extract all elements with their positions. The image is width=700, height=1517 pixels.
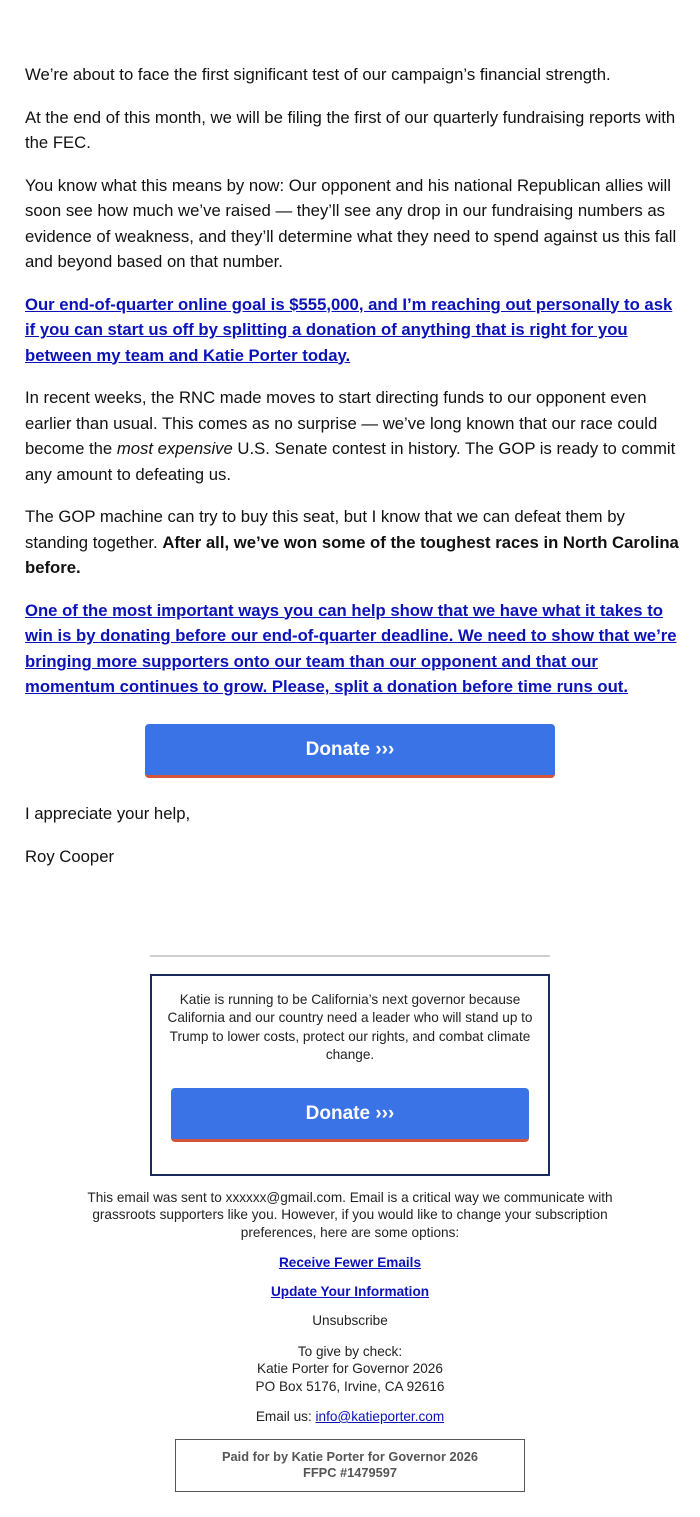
- goal-donation-link[interactable]: Our end-of-quarter online goal is $555,000, and I’m reaching out personally to ask if you can start us off by splitting a donation of anything that is right for you between my team and Katie Porter today.: [25, 294, 673, 365]
- campaign-info-text: Katie is running to be California’s next governor because California and our country need a leader who will stand up to Trump to lower costs, protect our rights, and combat climate change.: [167, 992, 533, 1063]
- receive-fewer-emails-link[interactable]: Receive Fewer Emails: [278, 1255, 422, 1270]
- paid-for-disclaimer: [175, 1439, 525, 1492]
- paragraph-gop: [25, 504, 680, 581]
- deadline-donation-link[interactable]: One of the most important ways you can help show that we have what it takes to win is by donating before our end-of-quarter deadline. We need to show that we’re bringing more supporters onto our team than our opponent and that our momentum continues to grow. Please, split a donation before time runs out.: [25, 600, 677, 696]
- message-body: [25, 62, 680, 717]
- check-payee: Katie Porter for Governor 2026: [257, 1361, 443, 1377]
- gop-text: The GOP machine can try to buy this seat, but I know that we can defeat them by standing together.: [25, 507, 625, 552]
- paragraph-rnc: [25, 385, 680, 487]
- fewer-emails-row: [70, 1254, 630, 1271]
- update-information-link[interactable]: Update Your Information: [270, 1284, 430, 1299]
- paragraph-fec: At the end of this month, we will be filing the first of our quarterly fundraising reports with the FEC.: [25, 107, 676, 152]
- email-us-row: [70, 1408, 630, 1425]
- contact-email-link[interactable]: info@katieporter.com: [315, 1409, 445, 1424]
- gop-bold-text: After all, we’ve won some of the toughest races in North Carolina before.: [25, 532, 679, 577]
- paid-for-line: Paid for by Katie Porter for Governor 2026: [221, 1449, 478, 1464]
- subscription-notice: This email was sent to xxxxxx@gmail.com. Email is a critical way we communicate with grassroots supporters like you. However, if you would like to change your subscription preferences, here are some options:: [87, 1190, 613, 1240]
- rnc-emphasis: most expensive: [116, 439, 233, 458]
- paragraph-opponent: You know what this means by now: Our opponent and his national Republican allies will soon see how much we’ve raised — they’ll see any drop in our fundraising numbers as evidence of weakness, and they’ll determine what they need to spend against us this fall and beyond based on that number.: [25, 175, 677, 271]
- update-info-row: [70, 1283, 630, 1300]
- ffpc-number: FFPC #1479597: [303, 1465, 397, 1480]
- rnc-text-2: U.S. Senate contest in history. The GOP is ready to commit any amount to defeating us.: [25, 439, 676, 484]
- donate-button-box[interactable]: Donate ›››: [171, 1088, 529, 1142]
- donate-button-main[interactable]: Donate ›››: [145, 724, 555, 778]
- unsubscribe-row: [70, 1312, 630, 1329]
- unsubscribe-link[interactable]: Unsubscribe: [312, 1313, 388, 1328]
- signature-name: Roy Cooper: [25, 847, 115, 866]
- email-us-label: Email us:: [255, 1409, 316, 1424]
- rnc-text-1: In recent weeks, the RNC made moves to start directing funds to our opponent even earlier than usual. This comes as no surprise — we’ve long known that our race could become the: [25, 388, 658, 458]
- check-address: PO Box 5176, Irvine, CA 92616: [255, 1378, 445, 1394]
- footer-divider: [150, 955, 550, 957]
- check-heading: To give by check:: [297, 1344, 403, 1359]
- check-address-block: [70, 1343, 630, 1395]
- paragraph-intro: We’re about to face the first significant test of our campaign’s financial strength.: [25, 65, 611, 84]
- signoff-line: I appreciate your help,: [25, 804, 191, 823]
